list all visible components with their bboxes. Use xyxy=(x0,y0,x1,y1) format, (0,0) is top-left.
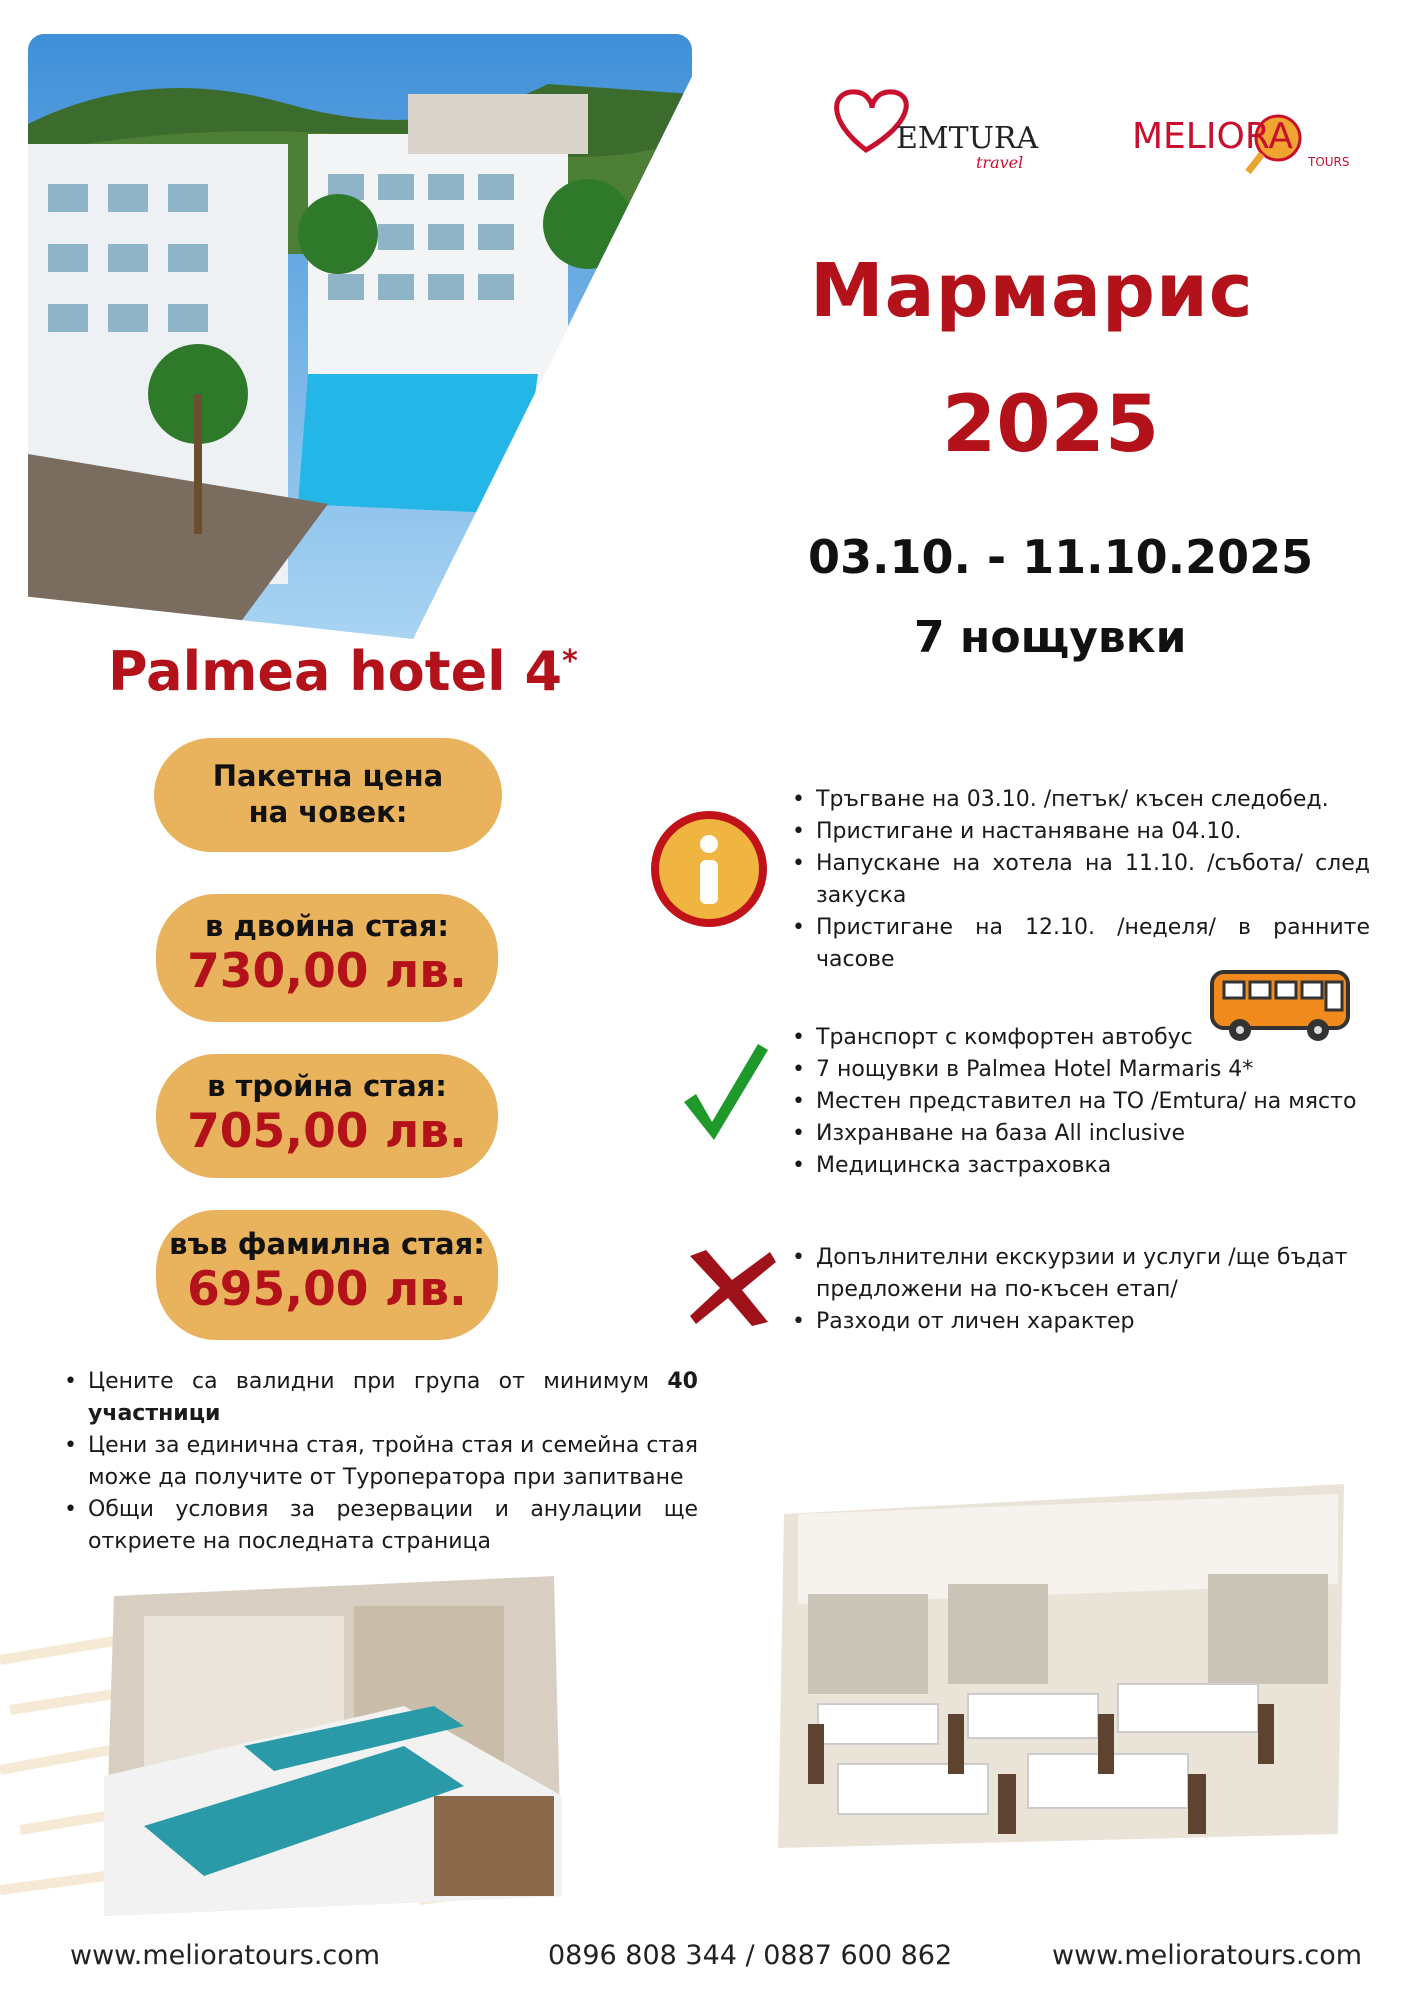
info-item: • Напускане на хотела на 11.10. /събота/ след закуска xyxy=(786,848,1370,912)
info-item: • Пристигане и настаняване на 04.10. xyxy=(786,816,1370,848)
meliora-tagline: TOURS xyxy=(1308,155,1350,169)
double-room-price: 730,00 лв. xyxy=(187,944,467,999)
hotel-hero-photo xyxy=(28,34,692,639)
info-item: • Пристигане на 12.10. /неделя/ в ранните часове xyxy=(786,912,1370,976)
destination-year: 2025 xyxy=(942,380,1160,470)
departure-info-list xyxy=(786,784,1370,976)
emtura-script: travel xyxy=(976,153,1024,170)
hotel-room-photo xyxy=(104,1576,562,1916)
info-item: • Тръгване на 03.10. /петък/ късен следобед. xyxy=(786,784,1370,816)
included-list xyxy=(786,1022,1370,1182)
price-triple-pill xyxy=(156,1054,498,1178)
emtura-wordmark: EMTURA xyxy=(896,121,1039,156)
hotel-restaurant-photo xyxy=(778,1484,1350,1848)
price-notes-list xyxy=(58,1366,698,1558)
price-double-pill xyxy=(156,894,498,1022)
trip-nights: 7 нощувки xyxy=(914,612,1187,663)
included-item: • Изхранване на база All inclusive xyxy=(786,1118,1370,1150)
triple-room-label: в тройна стая: xyxy=(207,1069,447,1103)
family-room-label: във фамилна стая: xyxy=(169,1227,485,1261)
excluded-list xyxy=(786,1242,1370,1338)
footer-website-right[interactable]: www.melioratours.com xyxy=(1052,1940,1363,1971)
hotel-name-text: Palmea hotel 4 xyxy=(108,640,563,703)
trip-dates: 03.10. - 11.10.2025 xyxy=(808,530,1314,584)
included-item: • Медицинска застраховка xyxy=(786,1150,1370,1182)
excluded-item: • Допълнителни екскурзии и услуги /ще бъдат предложени на по-късен етап/ xyxy=(786,1242,1370,1306)
emtura-logo xyxy=(826,80,1066,170)
note-item: • Общи условия за резервации и анулации ще откриете на последната страница xyxy=(58,1494,698,1558)
price-heading-line1: Пакетна цена xyxy=(212,759,444,793)
excluded-item: • Разходи от личен характер xyxy=(786,1306,1370,1338)
check-icon xyxy=(680,1040,770,1144)
note-min-participants: 40 участници xyxy=(88,1369,698,1426)
destination-title: Мармарис xyxy=(810,248,1254,334)
footer-phones[interactable]: 0896 808 344 / 0887 600 862 xyxy=(548,1940,953,1971)
price-heading-pill xyxy=(154,738,502,852)
price-heading-line2: на човек: xyxy=(248,795,408,829)
hotel-name xyxy=(108,640,578,703)
triple-room-price: 705,00 лв. xyxy=(187,1104,467,1159)
note-item: • Цените са валидни при група от минимум 40 участници xyxy=(58,1366,698,1430)
meliora-wordmark: MELIORA xyxy=(1132,116,1293,157)
included-item: • Транспорт с комфортен автобус xyxy=(786,1022,1370,1054)
family-room-price: 695,00 лв. xyxy=(187,1262,467,1317)
cross-icon xyxy=(686,1246,778,1328)
meliora-logo xyxy=(1130,96,1370,186)
hotel-star: * xyxy=(562,644,578,679)
footer-website-left[interactable]: www.melioratours.com xyxy=(70,1940,381,1971)
included-item: • 7 нощувки в Palmea Hotel Marmaris 4* xyxy=(786,1054,1370,1086)
note-item: • Цени за единична стая, тройна стая и семейна стая може да получите от Туроператора при запитване xyxy=(58,1430,698,1494)
price-family-pill xyxy=(156,1210,498,1340)
included-item: • Местен представител на ТО /Emtura/ на място xyxy=(786,1086,1370,1118)
double-room-label: в двойна стая: xyxy=(205,909,449,943)
info-icon xyxy=(650,810,768,928)
